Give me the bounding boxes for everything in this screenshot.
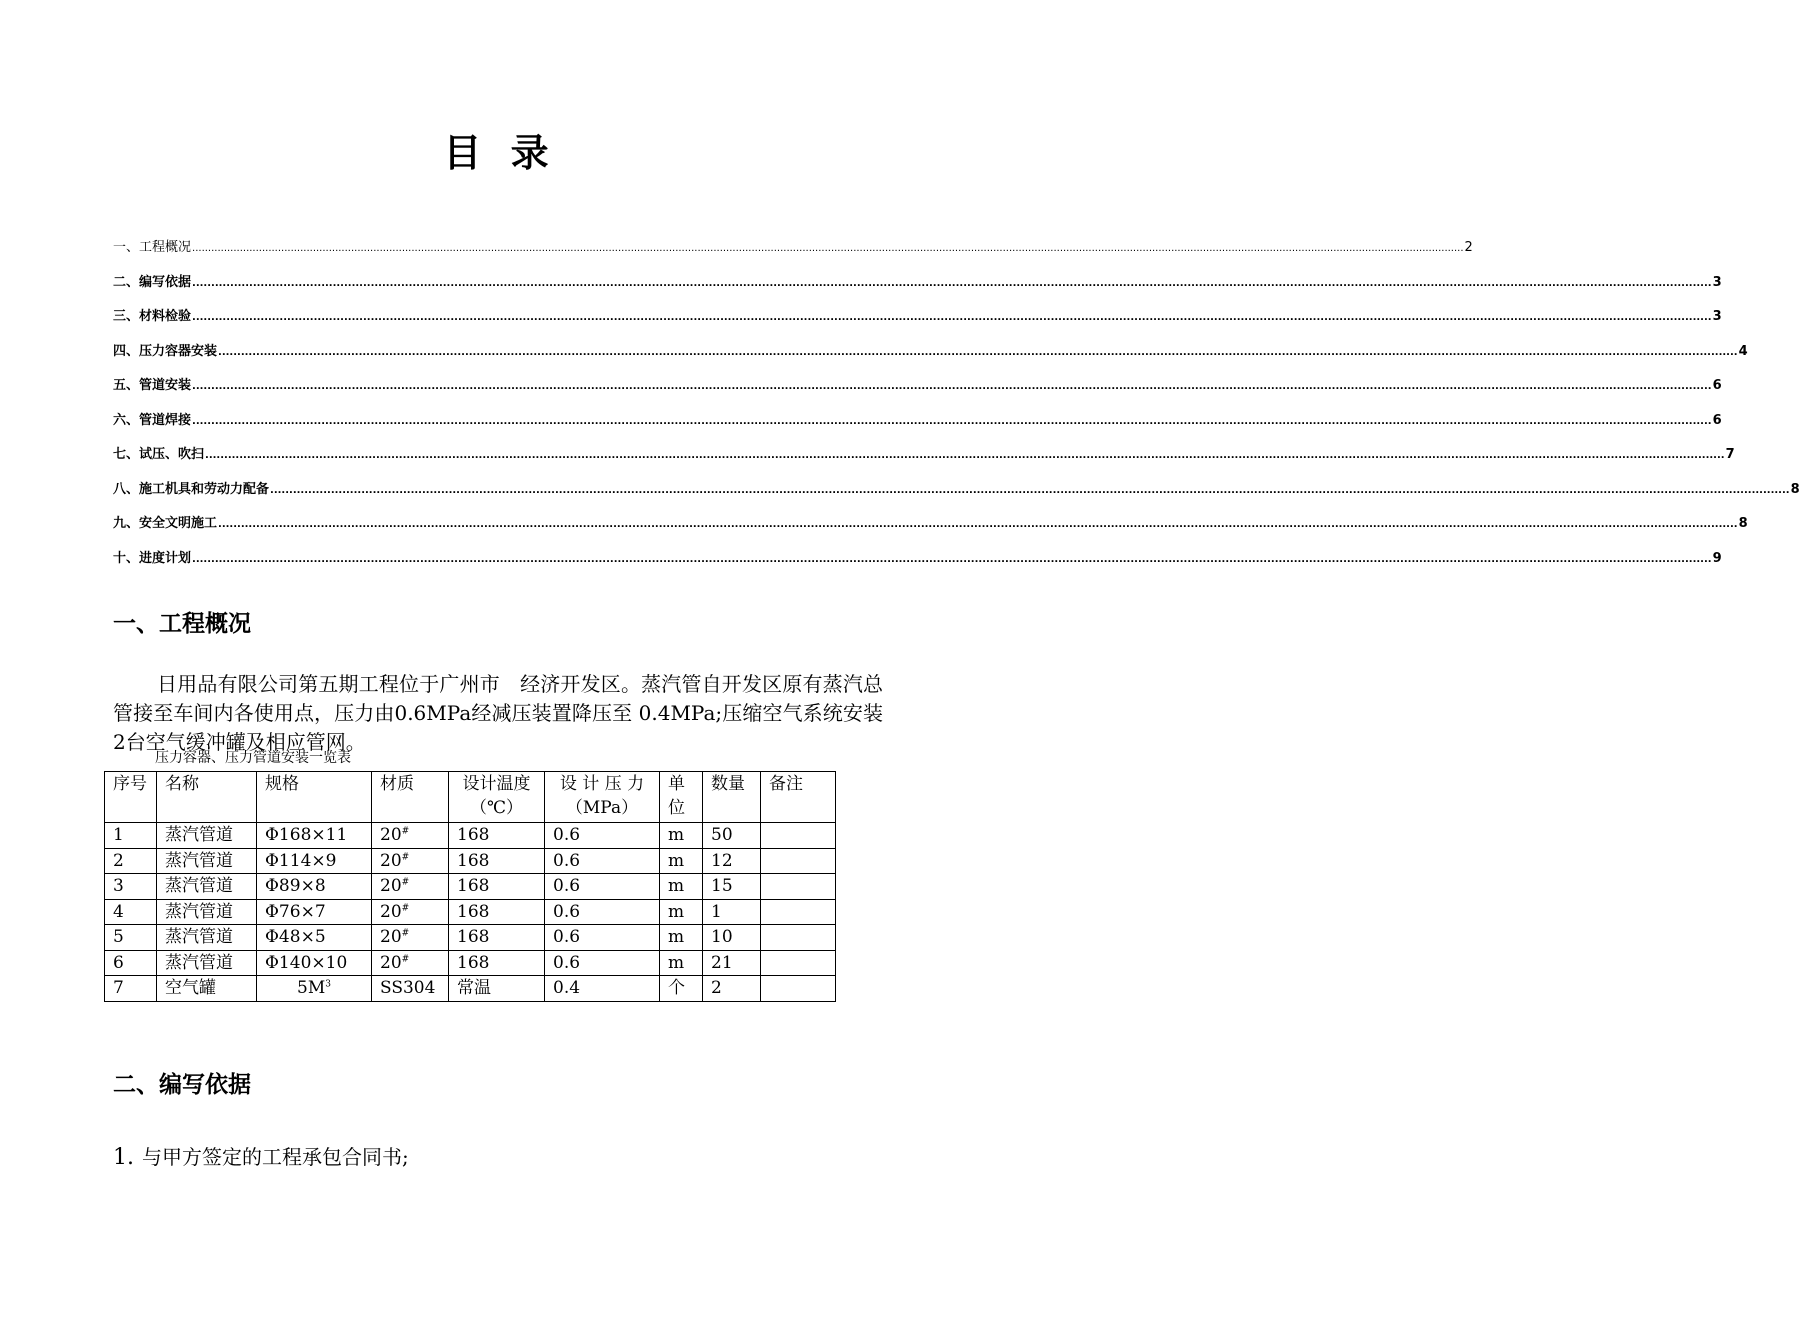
table-cell xyxy=(703,925,761,951)
table-of-contents xyxy=(113,236,1800,581)
table-cell-text: 蒸汽管道 xyxy=(165,850,233,871)
table-cell-text: 5 xyxy=(113,927,124,948)
table-cell xyxy=(257,976,372,1002)
toc-leader-dots: ................................................................................................................................................................................................................................................................................................................................................................................................................ xyxy=(192,243,1464,254)
table-cell xyxy=(761,976,836,1002)
table-cell xyxy=(660,848,703,874)
material-grade-superscript: # xyxy=(401,954,410,965)
toc-entry-title: 编写依据 xyxy=(139,274,192,290)
table-cell-text: 0.6 xyxy=(553,850,581,871)
table-header-cell: 设 计 压 力（MPa） xyxy=(545,772,660,823)
table-cell xyxy=(545,848,660,874)
table-cell-text: 50 xyxy=(711,825,733,846)
table-header-cell: 备注 xyxy=(761,772,836,823)
toc-entry[interactable] xyxy=(113,236,1473,271)
table-cell-text: 168 xyxy=(457,876,490,897)
table-header-cell: 材质 xyxy=(372,772,449,823)
toc-entry-title: 材料检验 xyxy=(139,309,192,324)
toc-entry[interactable] xyxy=(113,374,1722,409)
table-cell xyxy=(660,950,703,976)
table-row xyxy=(105,848,836,874)
toc-entry-title: 试压、吹扫 xyxy=(139,447,205,462)
toc-leader-dots: ................................................................................................................................................................................................................................................................................................................................................................................................................ xyxy=(218,346,1738,358)
toc-entry-number: 九、 xyxy=(113,516,140,531)
table-cell-text: 1 xyxy=(113,825,124,846)
toc-entry-number: 八、 xyxy=(113,481,140,497)
table-cell xyxy=(545,874,660,900)
table-cell xyxy=(545,976,660,1002)
toc-entry[interactable] xyxy=(113,547,1722,582)
table-cell-text: 2 xyxy=(113,850,124,871)
table-cell-text: 20 xyxy=(380,850,402,871)
table-cell-text: 168 xyxy=(457,825,490,846)
table-cell-text: 蒸汽管道 xyxy=(165,825,233,846)
table-cell xyxy=(703,823,761,849)
table-row xyxy=(105,899,836,925)
table-cell xyxy=(157,874,257,900)
table-cell-text: 10 xyxy=(711,927,733,948)
material-grade-superscript: # xyxy=(401,852,410,863)
table-cell xyxy=(660,925,703,951)
table-header-cell: 数量 xyxy=(703,772,761,823)
toc-entry-page: 2 xyxy=(1464,240,1473,255)
table-row xyxy=(105,823,836,849)
table-cell xyxy=(105,950,157,976)
table-cell-text: 个 xyxy=(668,978,685,999)
toc-entry-title: 压力容器安装 xyxy=(139,343,218,359)
toc-entry-number: 五、 xyxy=(113,378,140,393)
toc-entry-number: 十、 xyxy=(113,550,140,566)
table-cell-text: 4 xyxy=(113,901,124,922)
toc-entry-page: 3 xyxy=(1712,309,1722,324)
toc-entry-title: 管道焊接 xyxy=(139,412,192,428)
table-cell xyxy=(660,823,703,849)
toc-entry-title: 管道安装 xyxy=(139,378,192,393)
table-cell-text: 蒸汽管道 xyxy=(165,876,233,897)
table-cell xyxy=(372,874,449,900)
table-cell-text: 20 xyxy=(380,901,402,922)
toc-entry-page: 3 xyxy=(1712,274,1722,290)
table-cell-text: 1 xyxy=(711,901,722,922)
table-header-row xyxy=(105,772,836,823)
table-cell xyxy=(257,925,372,951)
table-cell-text: Φ114×9 xyxy=(265,850,337,871)
toc-entry[interactable] xyxy=(113,271,1722,306)
table-cell xyxy=(157,899,257,925)
table-cell xyxy=(703,976,761,1002)
table-cell xyxy=(545,950,660,976)
table-cell-text: SS304 xyxy=(380,978,436,999)
list-item-number: 1. xyxy=(113,1145,134,1170)
material-grade-superscript: # xyxy=(401,877,410,888)
toc-entry[interactable] xyxy=(113,340,1748,375)
table-cell xyxy=(105,848,157,874)
table-cell-text: 0.4 xyxy=(553,978,581,999)
toc-entry-page: 9 xyxy=(1712,550,1722,566)
table-cell xyxy=(372,899,449,925)
table-cell-text: Φ89×8 xyxy=(265,876,326,897)
table-cell-text: 168 xyxy=(457,952,490,973)
table-cell-text: 6 xyxy=(113,952,124,973)
table-cell xyxy=(372,950,449,976)
table-cell-text: m xyxy=(668,850,685,871)
table-cell xyxy=(372,848,449,874)
table-row xyxy=(105,925,836,951)
table-cell-text: m xyxy=(668,952,685,973)
toc-entry[interactable] xyxy=(113,305,1722,340)
toc-leader-dots: ................................................................................................................................................................................................................................................................................................................................................................................................................ xyxy=(192,415,1712,427)
table-cell-text: Φ140×10 xyxy=(265,952,348,973)
table-row xyxy=(105,874,836,900)
table-cell xyxy=(157,823,257,849)
table-cell xyxy=(372,925,449,951)
toc-entry-title: 安全文明施工 xyxy=(139,516,218,531)
toc-leader-dots: ................................................................................................................................................................................................................................................................................................................................................................................................................ xyxy=(192,277,1712,289)
table-cell-text: Φ168×11 xyxy=(265,825,348,846)
table-cell xyxy=(761,950,836,976)
table-row xyxy=(105,976,836,1002)
table-cell-text: 15 xyxy=(711,876,733,897)
table-cell xyxy=(449,925,545,951)
table-cell-text: Φ48×5 xyxy=(265,927,326,948)
toc-leader-dots: ................................................................................................................................................................................................................................................................................................................................................................................................................ xyxy=(192,381,1712,392)
toc-leader-dots: ................................................................................................................................................................................................................................................................................................................................................................................................................ xyxy=(270,484,1790,496)
toc-entry-number: 一、 xyxy=(113,240,140,255)
table-cell xyxy=(545,925,660,951)
toc-entry-number: 六、 xyxy=(113,412,140,428)
table-header-cell: 设计温度（℃） xyxy=(449,772,545,823)
material-grade-superscript: # xyxy=(401,903,410,914)
table-cell-text: 0.6 xyxy=(553,825,581,846)
table-cell-text: 3 xyxy=(113,876,124,897)
list-item-text: 与甲方签定的工程承包合同书; xyxy=(142,1145,409,1169)
table-header-cell: 名称 xyxy=(157,772,257,823)
toc-leader-dots: ................................................................................................................................................................................................................................................................................................................................................................................................................ xyxy=(192,312,1712,323)
table-cell xyxy=(703,950,761,976)
page-title: 目 录 xyxy=(443,131,557,175)
material-grade-superscript: # xyxy=(401,826,410,837)
table-cell xyxy=(105,899,157,925)
table-cell xyxy=(545,823,660,849)
table-cell xyxy=(761,925,836,951)
table-header-cell: 规格 xyxy=(257,772,372,823)
table-cell-text: 168 xyxy=(457,901,490,922)
section-1-paragraph: 日用品有限公司第五期工程位于广州市 经济开发区。蒸汽管自开发区原有蒸汽总管接至车间内各使用点，压力由0.6MPa经减压装置降压至 0.4MPa;压缩空气系统安装2台空气缓冲罐及相应管网。 xyxy=(113,672,883,754)
table-cell-text: 20 xyxy=(380,876,402,897)
table-cell-text: m xyxy=(668,927,685,948)
table-cell-text: 蒸汽管道 xyxy=(165,927,233,948)
table-cell xyxy=(105,823,157,849)
table-cell-text: 2 xyxy=(711,978,722,999)
table-row xyxy=(105,950,836,976)
table-cell-text: 空气罐 xyxy=(165,978,216,999)
toc-entry-number: 二、 xyxy=(113,274,140,290)
toc-entry-page: 6 xyxy=(1712,378,1722,393)
table-cell xyxy=(703,899,761,925)
table-cell-text: 0.6 xyxy=(553,901,581,922)
table-cell-text: m xyxy=(668,876,685,897)
table-cell xyxy=(105,976,157,1002)
toc-entry[interactable] xyxy=(113,512,1748,547)
table-cell xyxy=(703,874,761,900)
equipment-table xyxy=(104,771,836,1002)
table-cell xyxy=(257,823,372,849)
table-cell xyxy=(761,848,836,874)
toc-entry-page: 8 xyxy=(1738,516,1748,531)
section-1-heading: 一、工程概况 xyxy=(113,611,251,637)
volume-unit-superscript: 3 xyxy=(325,979,331,990)
toc-leader-dots: ................................................................................................................................................................................................................................................................................................................................................................................................................ xyxy=(218,519,1738,530)
table-cell xyxy=(449,899,545,925)
table-cell xyxy=(372,976,449,1002)
toc-entry-page: 7 xyxy=(1725,447,1735,462)
table-cell-text: 常温 xyxy=(457,978,491,999)
toc-entry-title: 进度计划 xyxy=(139,550,192,566)
toc-entry-page: 8 xyxy=(1790,481,1800,497)
table-cell xyxy=(761,823,836,849)
toc-entry-page: 6 xyxy=(1712,412,1722,428)
toc-entry[interactable] xyxy=(113,443,1735,478)
table-cell xyxy=(449,874,545,900)
toc-entry-title: 施工机具和劳动力配备 xyxy=(139,481,270,497)
table-cell xyxy=(449,950,545,976)
table-header-cell: 单位 xyxy=(660,772,703,823)
table-cell xyxy=(257,874,372,900)
table-cell xyxy=(257,848,372,874)
toc-entry-title: 工程概况 xyxy=(139,240,192,255)
table-cell-text: 7 xyxy=(113,978,124,999)
table-cell xyxy=(105,925,157,951)
toc-entry[interactable] xyxy=(113,478,1800,513)
table-cell-text: 0.6 xyxy=(553,876,581,897)
toc-entry[interactable] xyxy=(113,409,1722,444)
table-cell-text: 20 xyxy=(380,952,402,973)
table-cell-text: 21 xyxy=(711,952,733,973)
table-cell xyxy=(157,925,257,951)
table-header-cell: 序号 xyxy=(105,772,157,823)
toc-entry-number: 三、 xyxy=(113,309,140,324)
toc-entry-number: 四、 xyxy=(113,343,140,359)
table-cell xyxy=(761,874,836,900)
table-cell xyxy=(449,848,545,874)
table-cell xyxy=(449,823,545,849)
table-cell xyxy=(660,874,703,900)
table-caption: 压力容器、压力管道安装一览表 xyxy=(155,750,351,766)
table-cell xyxy=(105,874,157,900)
table-cell xyxy=(157,848,257,874)
table-cell xyxy=(545,899,660,925)
table-cell xyxy=(372,823,449,849)
table-cell-text: 168 xyxy=(457,927,490,948)
table-cell-text: 20 xyxy=(380,927,402,948)
toc-entry-page: 4 xyxy=(1738,343,1748,359)
table-cell xyxy=(449,976,545,1002)
table-cell-text: 20 xyxy=(380,825,402,846)
table-cell-text: Φ76×7 xyxy=(265,901,326,922)
table-cell xyxy=(157,976,257,1002)
table-cell xyxy=(257,950,372,976)
table-cell-text: 12 xyxy=(711,850,733,871)
table-cell xyxy=(703,848,761,874)
table-cell-text: 0.6 xyxy=(553,952,581,973)
material-grade-superscript: # xyxy=(401,928,410,939)
table-cell-text: 168 xyxy=(457,850,490,871)
table-cell-text: m xyxy=(668,901,685,922)
toc-leader-dots: ................................................................................................................................................................................................................................................................................................................................................................................................................ xyxy=(205,450,1725,461)
list-item xyxy=(113,1141,409,1170)
section-2-heading: 二、编写依据 xyxy=(113,1072,251,1098)
toc-leader-dots: ................................................................................................................................................................................................................................................................................................................................................................................................................ xyxy=(192,553,1712,565)
table-cell-text: m xyxy=(668,825,685,846)
table-cell-text: 0.6 xyxy=(553,927,581,948)
toc-entry-number: 七、 xyxy=(113,447,140,462)
table-cell xyxy=(157,950,257,976)
table-cell xyxy=(761,899,836,925)
table-cell-text: 蒸汽管道 xyxy=(165,952,233,973)
table-cell-text: 蒸汽管道 xyxy=(165,901,233,922)
table-cell xyxy=(660,976,703,1002)
table-cell xyxy=(257,899,372,925)
table-cell-text: 5M xyxy=(297,978,326,999)
table-cell xyxy=(660,899,703,925)
